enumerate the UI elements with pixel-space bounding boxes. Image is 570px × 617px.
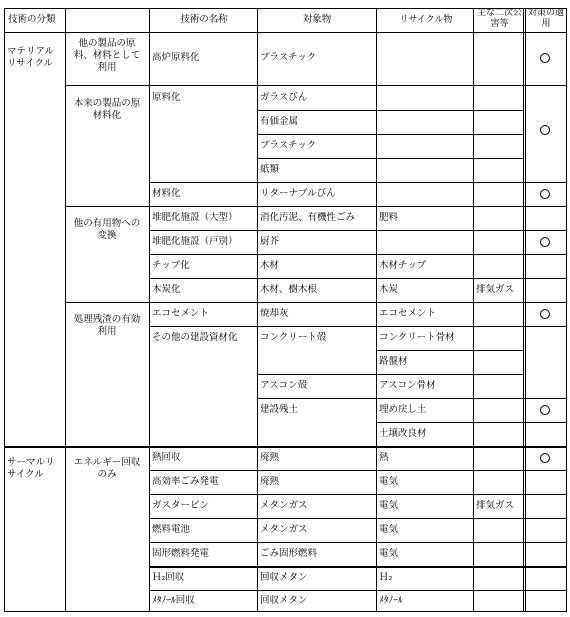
- applicable-mark: [540, 125, 550, 135]
- grid-line-h: [149, 566, 566, 568]
- recycled-cell: 土壌改良材: [379, 428, 427, 439]
- target-cell: 有価金属: [260, 116, 299, 127]
- grid-line-h: [524, 326, 566, 327]
- grid-line-h: [149, 278, 257, 279]
- category-material-recycle: マテリアルリサイクル: [7, 46, 55, 69]
- grid-line-h: [257, 326, 376, 327]
- grid-line-h: [257, 254, 376, 255]
- applicable-mark: [540, 453, 550, 463]
- grid-line-h: [524, 254, 566, 255]
- grid-line-h: [376, 470, 524, 471]
- grid-line-h: [65, 446, 566, 447]
- grid-line-h: [257, 278, 376, 279]
- target-cell: 焼却灰: [260, 308, 289, 319]
- tech-name-cell: 堆肥化施設（大型）: [152, 212, 238, 223]
- grid-line-h: [149, 254, 257, 255]
- header-secondary-pollution: 主な二次公害等: [476, 8, 522, 29]
- target-cell: ガラスびん: [260, 92, 308, 103]
- target-cell: プラスチック: [260, 52, 317, 63]
- header-tech-name: 技術の名称: [180, 14, 228, 25]
- recycled-cell: エコセメント: [379, 308, 437, 319]
- target-cell: 紙類: [260, 164, 280, 175]
- pollution-cell: 排気ガス: [476, 284, 515, 295]
- applicable-mark: [540, 53, 550, 63]
- grid-line-h: [149, 518, 257, 519]
- grid-line-h: [376, 542, 524, 543]
- recycled-cell: 路盤材: [379, 356, 408, 367]
- header-target: 対象物: [302, 14, 332, 25]
- grid-line-h: [524, 398, 566, 399]
- grid-line-h: [257, 398, 376, 399]
- header-recycled: リサイクル物: [399, 15, 453, 25]
- tech-name-cell: 高炉原料化: [152, 52, 200, 63]
- recycled-cell: ﾒﾀﾉｰﾙ: [379, 595, 403, 606]
- subcategory-raw-original: 本来の製品の原材料化: [73, 98, 141, 121]
- grid-line-h: [4, 32, 566, 33]
- target-cell: メタンガス: [260, 524, 308, 535]
- grid-line-h: [524, 422, 566, 423]
- tech-name-cell: ガスタービン: [152, 500, 210, 511]
- subcategory-residue-use: 処理残渣の有効利用: [73, 314, 141, 337]
- target-cell: コンクリート殻: [260, 332, 327, 343]
- recycled-cell: Ｈ₂: [379, 572, 393, 583]
- grid-line-h: [257, 158, 376, 159]
- recycled-cell: 電気: [379, 524, 399, 535]
- subcategory-useful-conversion: 他の有用物への変換: [73, 218, 141, 241]
- target-cell: 回収メタン: [260, 572, 308, 583]
- tech-name-cell: ﾒﾀﾉｰﾙ回収: [152, 595, 195, 606]
- tech-name-cell: その他の建設資材化: [152, 332, 238, 343]
- grid-line-h: [257, 374, 376, 375]
- grid-line-h: [149, 230, 257, 231]
- target-cell: リターナブルびん: [260, 188, 336, 199]
- grid-line-h: [376, 422, 524, 423]
- grid-line-h: [524, 278, 566, 279]
- grid-line-h: [257, 494, 376, 495]
- grid-line-h: [149, 542, 257, 543]
- recycled-cell: 埋め戻し土: [379, 404, 427, 415]
- target-cell: 回収メタン: [260, 595, 308, 606]
- target-cell: 厨芥: [260, 236, 280, 247]
- tech-name-cell: 燃料電池: [152, 524, 191, 535]
- grid-line-h: [149, 494, 257, 495]
- recycled-cell: 熱: [379, 452, 389, 463]
- recycled-cell: 木材チップ: [379, 260, 427, 271]
- grid-line-h: [524, 302, 566, 303]
- target-cell: 廃熱: [260, 476, 280, 487]
- tech-name-cell: チップ化: [152, 260, 190, 271]
- grid-line-h: [257, 182, 376, 183]
- grid-line-h: [376, 134, 524, 135]
- grid-line-h: [376, 182, 524, 183]
- grid-line-h: [257, 590, 376, 591]
- grid-line-h: [65, 206, 566, 207]
- applicable-mark: [540, 237, 550, 247]
- tech-name-cell: 堆肥化施設（戸別）: [152, 236, 238, 247]
- grid-line-h: [376, 374, 524, 375]
- grid-line-h: [524, 542, 566, 543]
- target-cell: 廃熱: [260, 452, 280, 463]
- grid-line-h: [376, 230, 524, 231]
- tech-name-cell: Ｈ₂回収: [152, 572, 185, 583]
- target-cell: ごみ固形燃料: [260, 548, 318, 559]
- tech-name-cell: 高効率ごみ発電: [152, 476, 219, 487]
- grid-line-v: [149, 8, 150, 612]
- target-cell: アスコン殻: [260, 380, 308, 391]
- grid-line-h: [257, 470, 376, 471]
- grid-line-v: [257, 8, 258, 612]
- grid-line-h: [376, 278, 524, 279]
- subcategory-raw-other: 他の製品の原料、材料として利用: [73, 38, 141, 73]
- tech-name-cell: 原料化: [152, 92, 181, 103]
- grid-line-h: [149, 326, 257, 327]
- applicable-mark: [540, 405, 550, 415]
- category-thermal-recycle: サーマルリサイクル: [7, 457, 55, 480]
- grid-line-v: [376, 8, 377, 612]
- grid-line-h: [65, 85, 566, 86]
- grid-line-h: [376, 494, 524, 495]
- grid-line-h: [257, 542, 376, 543]
- grid-line-h: [524, 206, 566, 207]
- grid-line-h: [149, 470, 257, 471]
- recycled-cell: アスコン骨材: [379, 380, 436, 391]
- grid-line-h: [376, 350, 524, 351]
- target-cell: プラスチック: [260, 140, 317, 151]
- header-applicable: 対策の適用: [527, 8, 564, 29]
- recycled-cell: 木炭: [379, 284, 399, 295]
- grid-line-h: [376, 518, 524, 519]
- grid-line-h: [524, 494, 566, 495]
- target-cell: 木材、樹木根: [260, 284, 318, 295]
- grid-line-h: [376, 158, 524, 159]
- grid-line-h: [149, 590, 257, 591]
- grid-line-h: [376, 254, 524, 255]
- tech-name-cell: 熱回収: [152, 452, 181, 463]
- subcategory-energy-recovery: エネルギー回収のみ: [73, 457, 141, 480]
- grid-line-v: [65, 8, 66, 612]
- target-cell: 消化汚泥、有機性ごみ: [260, 212, 356, 223]
- recycled-cell: 電気: [379, 500, 399, 511]
- grid-line-h: [524, 182, 566, 183]
- recycled-cell: 電気: [379, 548, 399, 559]
- recycled-cell: 電気: [379, 476, 399, 487]
- target-cell: 建設残土: [260, 404, 299, 415]
- applicable-mark: [540, 189, 550, 199]
- grid-line-h: [376, 110, 524, 111]
- grid-line-h: [149, 182, 257, 183]
- recycled-cell: コンクリート骨材: [379, 332, 455, 343]
- grid-line-h: [257, 110, 376, 111]
- tech-name-cell: 木炭化: [152, 284, 181, 295]
- applicable-mark: [540, 309, 550, 319]
- grid-line-v: [523, 8, 526, 612]
- grid-line-h: [65, 302, 566, 303]
- tech-name-cell: エコセメント: [152, 308, 210, 319]
- grid-line-h: [376, 590, 524, 591]
- grid-line-h: [257, 134, 376, 135]
- grid-line-h: [524, 470, 566, 471]
- grid-line-h: [376, 398, 524, 399]
- grid-line-h: [257, 518, 376, 519]
- grid-line-h: [524, 590, 566, 591]
- target-cell: メタンガス: [260, 500, 308, 511]
- tech-name-cell: 材料化: [152, 188, 181, 199]
- header-category: 技術の分類: [8, 14, 56, 25]
- grid-line-h: [376, 326, 524, 327]
- grid-line-h: [257, 230, 376, 231]
- grid-line-h: [524, 230, 566, 231]
- grid-line-h: [524, 518, 566, 519]
- target-cell: 木材: [260, 260, 280, 271]
- tech-name-cell: 固形燃料発電: [152, 548, 210, 559]
- pollution-cell: 排気ガス: [476, 500, 515, 511]
- grid-line-v: [473, 8, 474, 612]
- recycled-cell: 肥料: [379, 212, 399, 223]
